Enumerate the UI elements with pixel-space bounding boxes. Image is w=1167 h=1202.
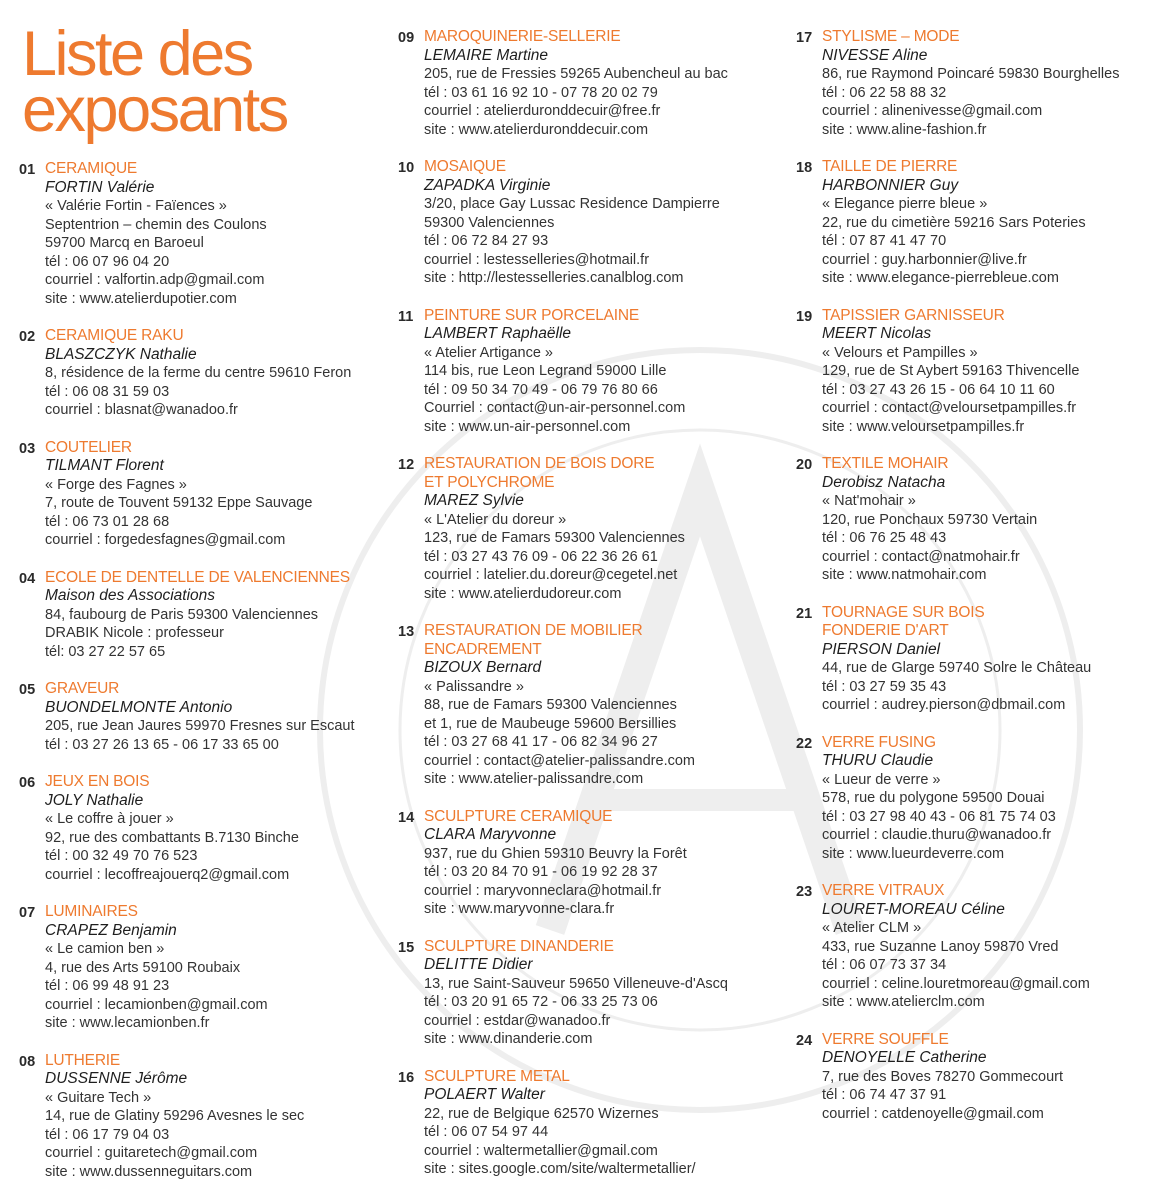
exhibitor-entry [19,680,389,754]
title-line-2: exposants [22,75,287,145]
exhibitor-detail-line: site : www.elegance-pierrebleue.com [822,270,1059,286]
exhibitor-category: TEXTILE MOHAIR [822,455,949,472]
exhibitor-entry [19,160,389,308]
exhibitor-detail-line: courriel : claudie.thuru@wanadoo.fr [822,827,1052,843]
exhibitor-detail-line: et 1, rue de Maubeuge 59600 Bersillies [424,715,677,732]
exhibitor-name: HARBONNIER Guy [822,176,959,194]
exhibitor-detail-line: « Le camion ben » [45,941,165,957]
exhibitor-detail-line: 433, rue Suzanne Lanoy 59870 Vred [822,938,1059,955]
exhibitor-name: PIERSON Daniel [822,640,941,658]
exhibitor-number: 08 [19,1053,36,1070]
exhibitor-detail-line: courriel : contact@natmohair.fr [822,548,1020,565]
exhibitor-category: SCULPTURE CERAMIQUE [424,807,613,825]
exhibitor-entry [796,1031,1161,1124]
exhibitor-name: NIVESSE Aline [822,46,928,64]
exhibitor-category: SCULPTURE METAL [424,1067,570,1085]
exhibitor-entry [398,158,778,288]
exhibitor-entry [19,439,389,550]
exhibitor-detail-line: courriel : valfortin.adp@gmail.com [45,272,265,288]
exhibitor-detail-line: 123, rue de Famars 59300 Valenciennes [424,530,685,546]
exhibitor-detail-line: tél : 00 32 49 70 76 523 [45,848,198,864]
exhibitor-category: VERRE SOUFFLE [822,1030,949,1048]
exhibitor-number: 20 [796,457,813,473]
exhibitor-name: MAREZ Sylvie [424,492,524,509]
exhibitor-detail-line: site : www.lecamionben.fr [45,1015,210,1031]
exhibitor-detail-line: courriel : forgedesfagnes@gmail.com [45,532,286,548]
exhibitor-detail-line: site : www.aline-fashion.fr [822,121,987,138]
exhibitor-category: JEUX EN BOIS [45,773,150,790]
exhibitor-category: VERRE VITRAUX [822,882,945,899]
exhibitor-detail-line: courriel : guy.harbonnier@live.fr [822,251,1027,268]
exhibitor-detail-line: « Nat'mohair » [822,493,916,509]
exhibitor-detail-line: tél : 03 27 26 13 65 - 06 17 33 65 00 [45,736,279,753]
exhibitor-entry [398,808,778,919]
exhibitor-detail-line: 120, rue Ponchaux 59730 Vertain [822,511,1038,528]
exhibitor-detail-line: courriel : contact@veloursetpampilles.fr [822,400,1077,416]
exhibitor-detail-line: courriel : contact@atelier-palissandre.com [424,752,695,769]
exhibitor-detail-line: 205, rue Jean Jaures 59970 Fresnes sur Escaut [45,718,355,734]
exhibitor-detail-line: tél : 03 27 43 26 15 - 06 64 10 11 60 [822,381,1055,398]
exhibitor-name: LAMBERT Raphaëlle [424,325,572,342]
exhibitor-number: 01 [19,162,36,178]
exhibitor-detail-line: site : www.natmohair.com [822,567,987,583]
exhibitor-detail-line: « Atelier CLM » [822,920,922,936]
exhibitor-detail-line: tél : 06 99 48 91 23 [45,978,170,994]
exhibitor-detail-line: « Forge des Fagnes » [45,476,187,493]
exhibitor-column-2 [398,28,778,1198]
exhibitor-detail-line: « Elegance pierre bleue » [822,196,988,212]
exhibitor-category: LUTHERIE [45,1051,121,1069]
exhibitor-category: TAPISSIER GARNISSEUR [822,306,1005,324]
exhibitor-detail-line: site : www.maryvonne-clara.fr [424,901,615,917]
exhibitor-number: 23 [796,884,813,900]
exhibitor-detail-line: site : www.dinanderie.com [424,1031,593,1047]
exhibitor-name: CLARA Maryvonne [424,826,557,843]
exhibitor-detail-line: tél : 06 08 31 59 03 [45,383,170,400]
exhibitor-name: MEERT Nicolas [822,325,932,342]
exhibitor-number: 21 [796,605,813,622]
exhibitor-number: 18 [796,160,813,176]
exhibitor-number: 17 [796,30,813,46]
exhibitor-entry [796,307,1161,437]
exhibitor-detail-line: « L'Atelier du doreur » [424,511,567,528]
exhibitor-number: 12 [398,457,415,473]
exhibitor-detail-line: courriel : lecoffreajouerq2@gmail.com [45,866,290,883]
exhibitor-name: CRAPEZ Benjamin [45,921,177,939]
exhibitor-category: TAILLE DE PIERRE [822,158,958,175]
exhibitor-detail-line: « Palissandre » [424,678,524,695]
exhibitor-detail-line: 92, rue des combattants B.7130 Binche [45,829,299,846]
exhibitor-entry [19,773,389,884]
exhibitor-detail-line: 937, rue du Ghien 59310 Beuvry la Forêt [424,845,687,862]
exhibitor-detail-line: courriel : atelierduronddecuir@free.fr [424,103,661,119]
exhibitor-detail-line: tél : 03 61 16 92 10 - 07 78 20 02 79 [424,84,658,101]
exhibitor-detail-line: courriel : latelier.du.doreur@cegetel.net [424,567,678,583]
exhibitor-category: FONDERIE D'ART [822,622,949,639]
exhibitor-detail-line: « Velours et Pampilles » [822,344,978,361]
exhibitor-detail-line: tél : 06 76 25 48 43 [822,530,947,546]
exhibitor-detail-line: 3/20, place Gay Lussac Residence Dampierre [424,196,720,212]
exhibitor-detail-line: 59700 Marcq en Baroeul [45,235,204,251]
exhibitor-category: VERRE FUSING [822,733,936,751]
exhibitor-name: LEMAIRE Martine [424,46,549,64]
exhibitor-number: 16 [398,1069,415,1086]
exhibitor-detail-line: tél : 06 07 96 04 20 [45,253,170,270]
exhibitor-name: BLASZCZYK Nathalie [45,345,197,363]
exhibitor-name: DENOYELLE Catherine [822,1049,987,1066]
exhibitor-category: PEINTURE SUR PORCELAINE [424,306,640,324]
exhibitor-detail-line: courriel : maryvonneclara@hotmail.fr [424,882,662,899]
exhibitor-category: MOSAIQUE [424,158,506,175]
exhibitor-detail-line: tél: 03 27 22 57 65 [45,643,166,660]
exhibitor-detail-line: 13, rue Saint-Sauveur 59650 Villeneuve-d'Ascq [424,975,728,992]
exhibitor-detail-line: tél : 06 73 01 28 68 [45,513,170,530]
exhibitor-detail-line: tél : 06 07 73 37 34 [822,957,947,973]
exhibitor-detail-line: 114 bis, rue Leon Legrand 59000 Lille [424,363,667,379]
exhibitor-number: 04 [19,570,36,587]
exhibitor-name: LOURET-MOREAU Céline [822,900,1005,918]
exhibitor-name: FORTIN Valérie [45,178,155,196]
exhibitor-detail-line: 129, rue de St Aybert 59163 Thivencelle [822,363,1080,379]
exhibitor-detail-line: courriel : celine.louretmoreau@gmail.com [822,975,1090,992]
exhibitor-entry [796,604,1161,715]
exhibitor-column-1 [19,160,389,1200]
exhibitor-detail-line: tél : 06 17 79 04 03 [45,1126,170,1143]
exhibitor-detail-line: site : www.lueurdeverre.com [822,845,1005,862]
exhibitor-detail-line: tél : 07 87 41 47 70 [822,233,947,249]
exhibitor-detail-line: 205, rue de Fressies 59265 Aubencheul au bac [424,66,728,82]
exhibitor-entry [796,158,1161,288]
exhibitor-detail-line: Courriel : contact@un-air-personnel.com [424,400,686,416]
exhibitor-detail-line: site : http://lestesselleries.canalblog.com [424,270,684,286]
exhibitor-detail-line: 22, rue du cimetière 59216 Sars Poteries [822,214,1086,231]
exhibitor-entry [398,455,778,603]
exhibitor-detail-line: courriel : blasnat@wanadoo.fr [45,402,238,418]
exhibitor-detail-line: site : www.un-air-personnel.com [424,418,631,435]
exhibitor-detail-line: DRABIK Nicole : professeur [45,625,224,641]
exhibitor-entry [398,28,778,139]
exhibitor-detail-line: courriel : lecamionben@gmail.com [45,996,268,1013]
exhibitor-category: SCULPTURE DINANDERIE [424,937,614,955]
exhibitor-name: Derobisz Natacha [822,473,946,491]
exhibitor-detail-line: courriel : estdar@wanadoo.fr [424,1012,611,1029]
exhibitor-number: 05 [19,682,36,698]
exhibitor-detail-line: 14, rue de Glatiny 59296 Avesnes le sec [45,1108,305,1124]
exhibitor-detail-line: 84, faubourg de Paris 59300 Valenciennes [45,606,319,623]
exhibitor-number: 11 [398,308,414,325]
exhibitor-detail-line: 7, rue des Boves 78270 Gommecourt [822,1068,1063,1085]
exhibitor-detail-line: site : www.atelierdudoreur.com [424,585,622,602]
exhibitor-detail-line: « Valérie Fortin - Faïences » [45,198,227,214]
exhibitor-detail-line: 88, rue de Famars 59300 Valenciennes [424,697,677,713]
exhibitor-number: 14 [398,809,415,826]
exhibitor-detail-line: 59300 Valenciennes [424,214,555,231]
exhibitor-column-3 [796,28,1161,1142]
exhibitor-detail-line: site : www.dussenneguitars.com [45,1163,253,1180]
exhibitor-entry [796,28,1161,139]
exhibitor-number: 24 [796,1032,813,1049]
exhibitor-entry [19,903,389,1033]
exhibitor-detail-line: « Atelier Artigance » [424,344,553,361]
exhibitor-entry [796,455,1161,585]
exhibitor-name: POLAERT Walter [424,1086,545,1103]
exhibitor-detail-line: courriel : alinenivesse@gmail.com [822,103,1043,119]
exhibitor-detail-line: tél : 06 22 58 88 32 [822,84,947,101]
exhibitor-detail-line: « Le coffre à jouer » [45,811,174,827]
exhibitor-number: 15 [398,939,415,956]
exhibitor-entry [19,569,389,662]
exhibitor-category: COUTELIER [45,438,132,456]
exhibitor-detail-line: tél : 06 74 47 37 91 [822,1087,947,1103]
exhibitor-detail-line: 578, rue du polygone 59500 Douai [822,790,1045,806]
exhibitor-detail-line: 86, rue Raymond Poincaré 59830 Bourghelles [822,66,1120,82]
exhibitor-detail-line: tél : 03 27 59 35 43 [822,678,947,695]
exhibitor-category: ENCADREMENT [424,640,542,658]
exhibitor-detail-line: « Lueur de verre » [822,771,941,788]
exhibitor-detail-line: 22, rue de Belgique 62570 Wizernes [424,1105,659,1122]
exhibitor-category: CERAMIQUE [45,160,138,177]
exhibitor-name: ZAPADKA Virginie [424,176,551,194]
exhibitor-detail-line: 44, rue de Glarge 59740 Solre le Château [822,660,1092,676]
exhibitor-category: RESTAURATION DE MOBILIER [424,622,643,639]
exhibitor-name: DUSSENNE Jérôme [45,1070,188,1087]
exhibitor-detail-line: tél : 03 20 91 65 72 - 06 33 25 73 06 [424,994,658,1010]
exhibitor-detail-line: tél : 03 27 43 76 09 - 06 22 36 26 61 [424,548,658,565]
exhibitor-name: BIZOUX Bernard [424,659,542,676]
exhibitor-number: 03 [19,440,36,457]
exhibitor-detail-line: tél : 09 50 34 70 49 - 06 79 76 80 66 [424,381,658,398]
exhibitor-detail-line: 4, rue des Arts 59100 Roubaix [45,959,241,976]
exhibitor-entry [796,734,1161,864]
exhibitor-entry [398,1068,778,1179]
exhibitor-number: 13 [398,624,415,640]
exhibitor-detail-line: courriel : lestesselleries@hotmail.fr [424,251,650,268]
exhibitor-name: Maison des Associations [45,587,216,604]
exhibitor-category: TOURNAGE SUR BOIS [822,603,985,621]
exhibitor-category: ECOLE DE DENTELLE DE VALENCIENNES [45,568,350,586]
exhibitor-detail-line: site : sites.google.com/site/waltermetallier/ [424,1161,696,1177]
exhibitor-name: JOLY Nathalie [45,791,144,809]
exhibitor-name: THURU Claudie [822,752,934,769]
exhibitor-name: TILMANT Florent [45,457,164,474]
page-title [22,19,287,145]
exhibitor-name: DELITTE Didier [424,956,533,973]
exhibitor-number: 06 [19,775,36,791]
exhibitor-detail-line: courriel : guitaretech@gmail.com [45,1145,258,1161]
exhibitor-entry [796,882,1161,1012]
exhibitor-category: RESTAURATION DE BOIS DORE [424,455,655,472]
exhibitor-detail-line: tél : 03 20 84 70 91 - 06 19 92 28 37 [424,864,658,880]
exhibitor-category: MAROQUINERIE-SELLERIE [424,28,621,45]
exhibitor-entry [398,307,778,437]
exhibitor-detail-line: 7, route de Touvent 59132 Eppe Sauvage [45,495,313,511]
exhibitor-detail-line: tél : 03 27 98 40 43 - 06 81 75 74 03 [822,808,1056,825]
exhibitor-entry [19,1052,389,1182]
exhibitor-detail-line: tél : 06 07 54 97 44 [424,1124,549,1140]
exhibitor-detail-line: site : www.atelierdupotier.com [45,290,237,307]
exhibitor-number: 07 [19,905,36,921]
exhibitor-entry [398,622,778,789]
exhibitor-number: 22 [796,735,813,752]
exhibitor-detail-line: site : www.veloursetpampilles.fr [822,418,1025,435]
exhibitor-number: 09 [398,30,415,46]
exhibitor-name: BUONDELMONTE Antonio [45,698,233,716]
exhibitor-category: LUMINAIRES [45,903,138,920]
exhibitor-detail-line: site : www.atelier-palissandre.com [424,771,644,787]
title-line-1: Liste des [22,19,252,89]
exhibitor-category: GRAVEUR [45,680,120,697]
exhibitor-entry [398,938,778,1049]
exhibitor-number: 02 [19,329,36,345]
exhibitor-detail-line: Septentrion – chemin des Coulons [45,216,267,233]
exhibitor-category: STYLISME – MODE [822,28,960,45]
exhibitor-number: 19 [796,308,813,325]
exhibitor-detail-line: « Guitare Tech » [45,1089,152,1106]
exhibitor-detail-line: 8, résidence de la ferme du centre 59610 Feron [45,365,352,381]
exhibitor-entry [19,327,389,420]
exhibitor-detail-line: site : www.atelierduronddecuir.com [424,121,649,138]
exhibitor-number: 10 [398,160,415,176]
exhibitor-detail-line: courriel : catdenoyelle@gmail.com [822,1105,1044,1122]
exhibitor-category: CERAMIQUE RAKU [45,327,184,344]
exhibitor-detail-line: tél : 03 27 68 41 17 - 06 82 34 96 27 [424,734,658,750]
exhibitor-detail-line: site : www.atelierclm.com [822,994,985,1010]
exhibitor-detail-line: courriel : waltermetallier@gmail.com [424,1142,658,1159]
exhibitor-category: ET POLYCHROME [424,473,555,491]
exhibitor-detail-line: tél : 06 72 84 27 93 [424,233,549,249]
exhibitor-detail-line: courriel : audrey.pierson@dbmail.com [822,697,1066,713]
